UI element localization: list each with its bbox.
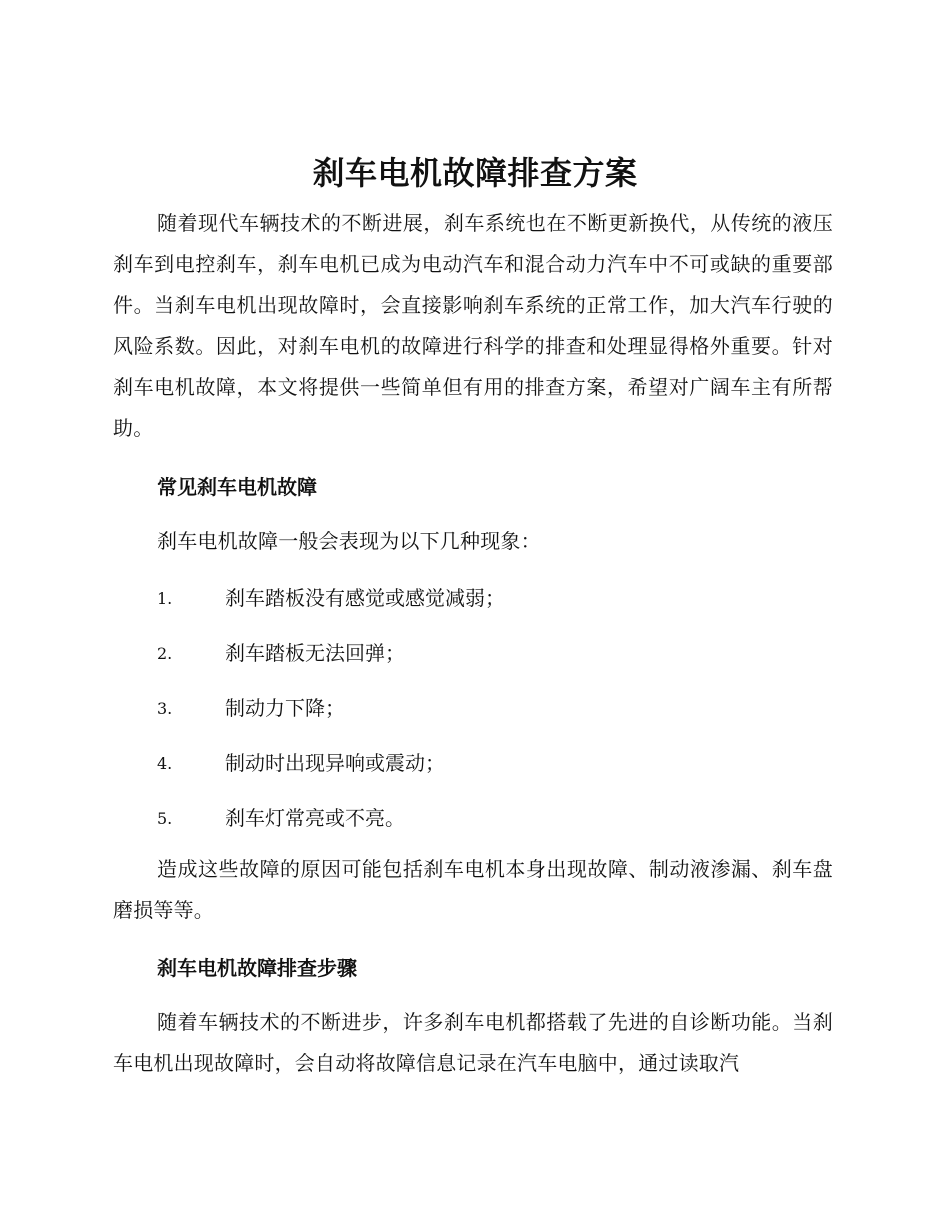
section-heading-common-faults: 常见刹车电机故障 <box>157 475 317 499</box>
list-item <box>0 688 950 743</box>
document-title: 刹车电机故障排查方案 <box>312 154 638 192</box>
list-item-number: 5. <box>157 809 173 828</box>
causes-paragraph: 造成这些故障的原因可能包括刹车电机本身出现故障、制动液渗漏、刹车盘磨损等等。 <box>113 857 833 922</box>
list-item <box>0 743 950 798</box>
symptom-list <box>0 578 950 853</box>
list-item-number: 1. <box>157 589 173 608</box>
intro-paragraph: 随着现代车辆技术的不断进展，刹车系统也在不断更新换代，从传统的液压刹车到电控刹车，刹车电机已成为电动汽车和混合动力汽车中不可或缺的重要部件。当刹车电机出现故障时，会直接影响刹车系统的正常工作，加大汽车行驶的风险系数。因此，对刹车电机的故障进行科学的排查和处理显得格外重要。针对刹车电机故障，本文将提供一些简单但有用的排查方案，希望对广阔车主有所帮助。 <box>113 211 833 440</box>
list-item-text: 刹车踏板无法回弹； <box>225 641 405 665</box>
list-item <box>0 798 950 853</box>
list-item-number: 3. <box>157 699 173 718</box>
symptoms-lead-paragraph: 刹车电机故障一般会表现为以下几种现象： <box>157 529 541 553</box>
section-heading-troubleshooting-steps: 刹车电机故障排查步骤 <box>157 956 357 980</box>
troubleshooting-paragraph: 随着车辆技术的不断进步，许多刹车电机都搭载了先进的自诊断功能。当刹车电机出现故障时，会自动将故障信息记录在汽车电脑中，通过读取汽 <box>113 1010 833 1075</box>
list-item-text: 刹车踏板没有感觉或感觉减弱； <box>225 586 505 610</box>
list-item-number: 2. <box>157 644 173 663</box>
list-item-text: 刹车灯常亮或不亮。 <box>225 806 405 830</box>
list-item <box>0 633 950 688</box>
list-item-text: 制动时出现异响或震动； <box>225 751 445 775</box>
list-item-number: 4. <box>157 754 173 773</box>
list-item <box>0 578 950 633</box>
list-item-text: 制动力下降； <box>225 696 345 720</box>
